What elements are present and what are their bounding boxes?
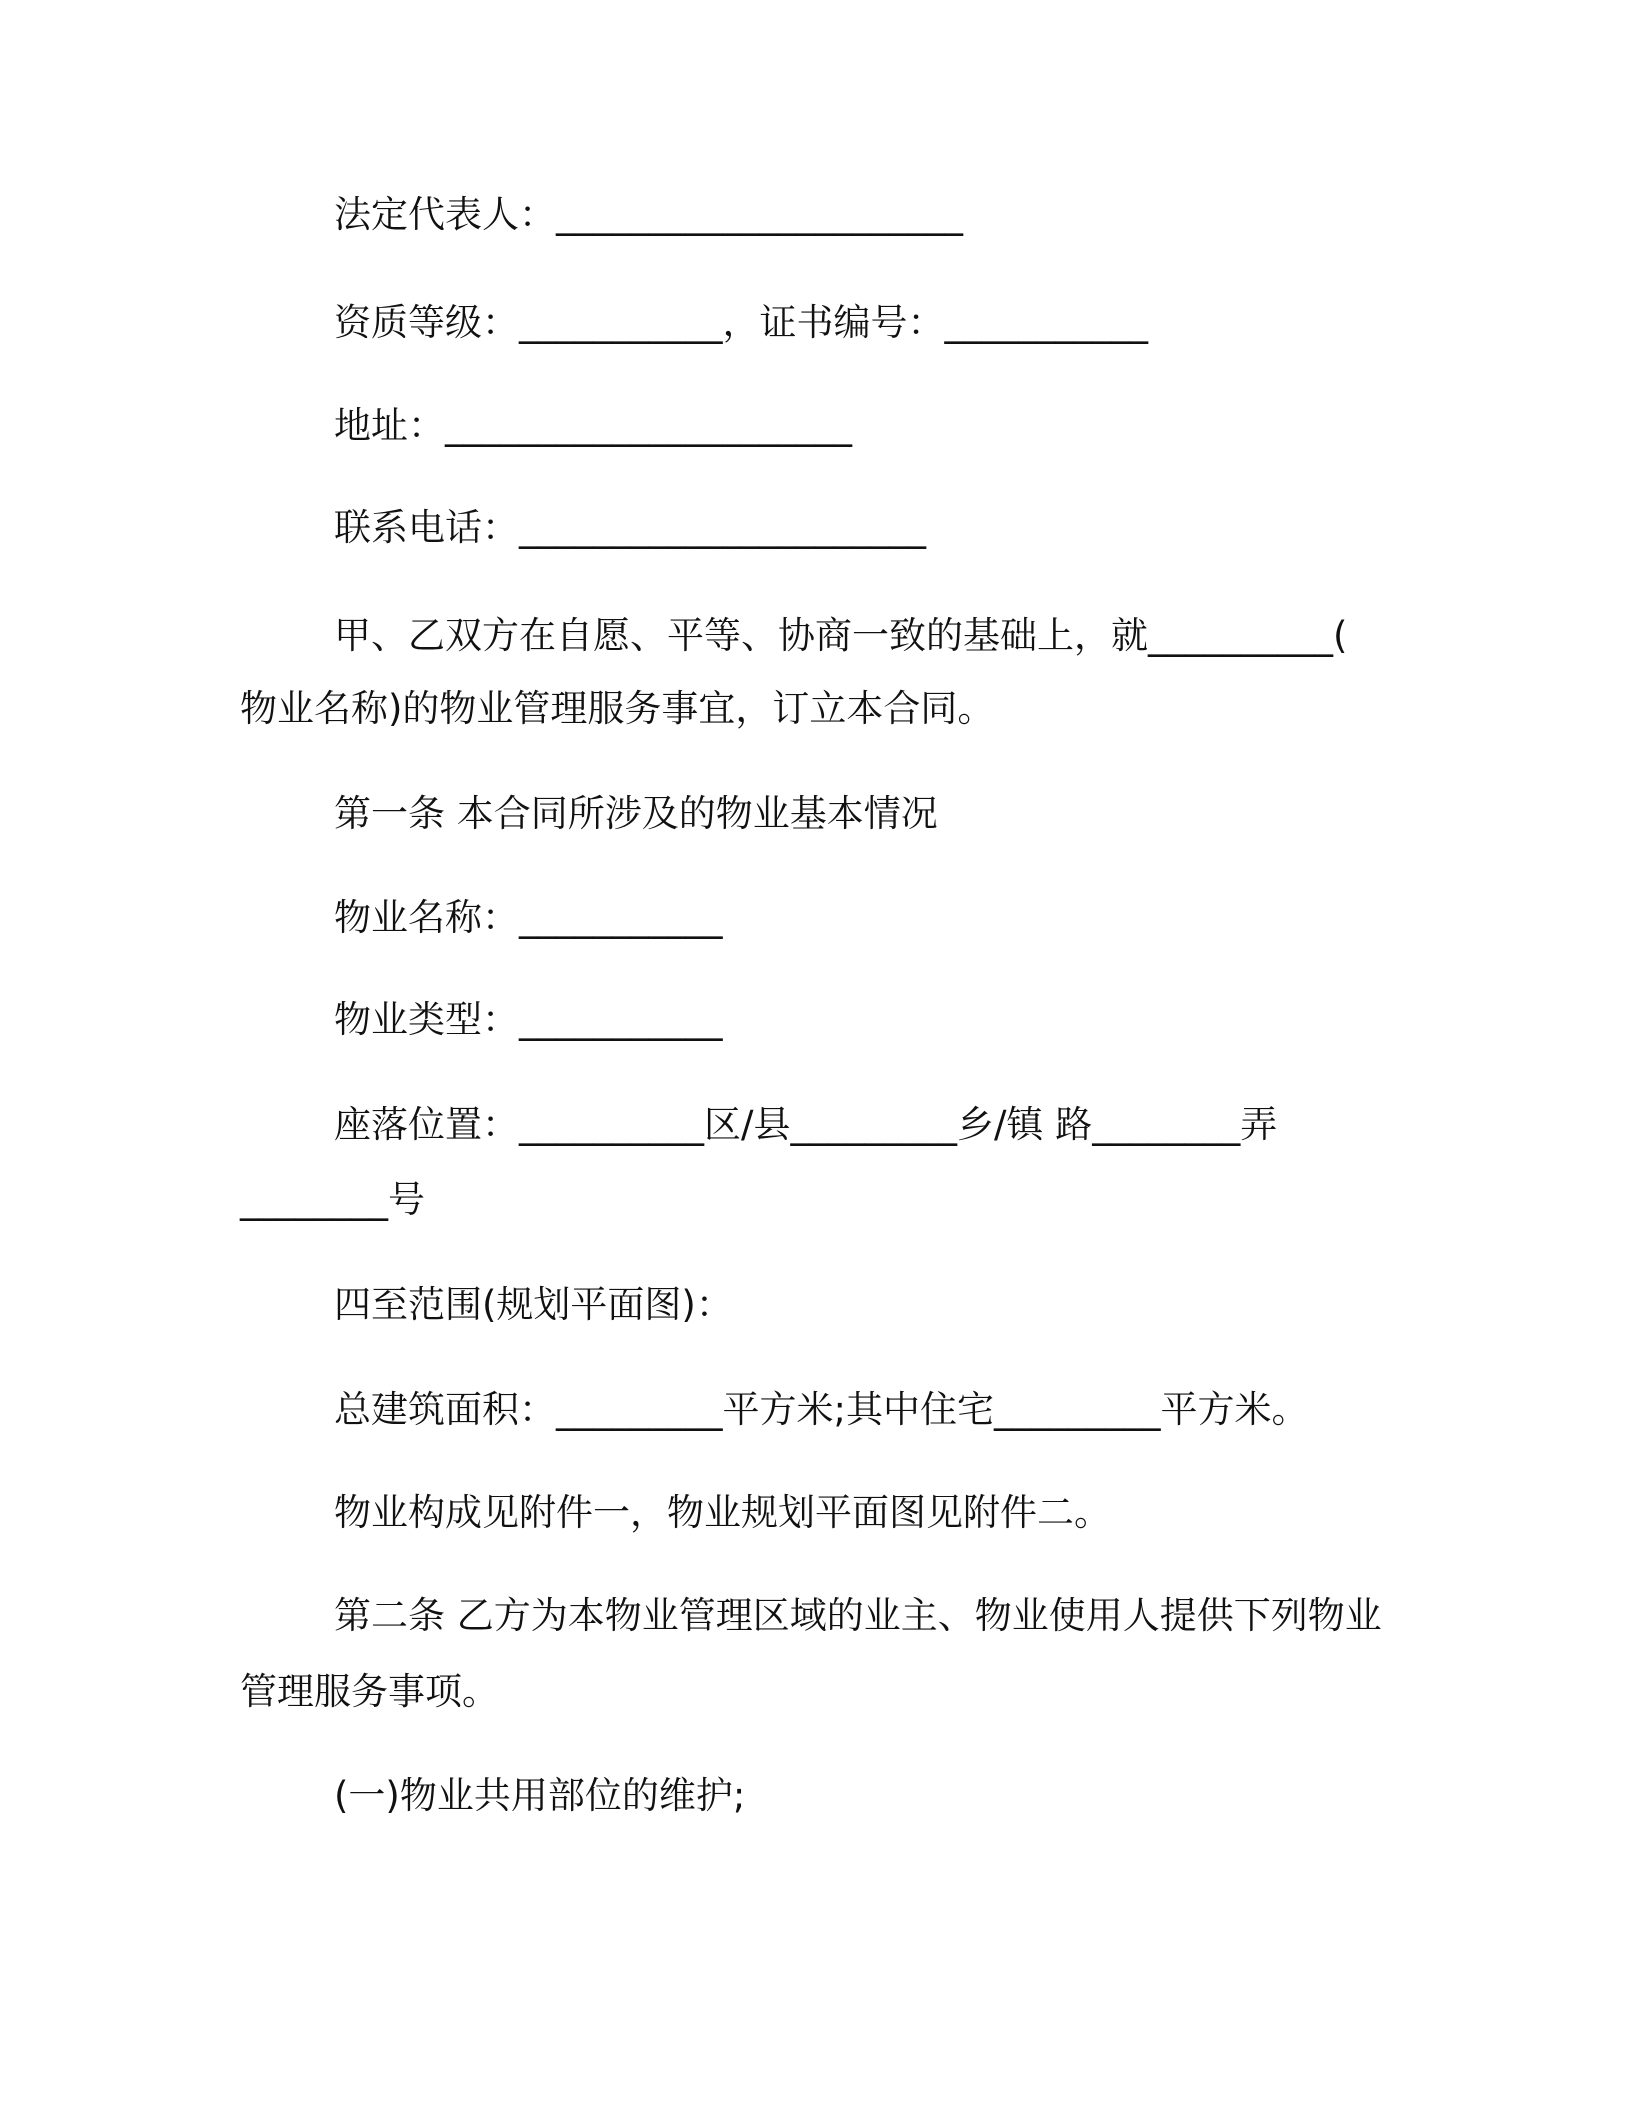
article-2-line-1: 第二条 乙方为本物业管理区域的业主、物业使用人提供下列物业 [334,1594,1382,1637]
boundary-scope-field: 四至范围(规划平面图)： [334,1283,733,1326]
floor-area-field: 总建筑面积：_________平方米;其中住宅_________平方米。 [334,1388,1309,1431]
property-type-field: 物业类型：___________ [334,998,723,1041]
legal-representative-field: 法定代表人：______________________ [334,193,963,236]
property-name-field: 物业名称：___________ [334,896,723,939]
article-1-heading: 第一条 本合同所涉及的物业基本情况 [334,792,938,835]
property-composition-note: 物业构成见附件一，物业规划平面图见附件二。 [334,1491,1111,1534]
preamble-line-1: 甲、乙双方在自愿、平等、协商一致的基础上，就__________( [334,614,1348,657]
service-item-1: (一)物业共用部位的维护; [334,1774,746,1817]
preamble-line-2: 物业名称)的物业管理服务事宜，订立本合同。 [240,687,995,730]
location-field-line-1: 座落位置：__________区/县_________乡/镇 路________弄 [334,1103,1278,1146]
location-field-line-2: ________号 [240,1178,425,1221]
qualification-certificate-field: 资质等级：___________，证书编号：___________ [334,301,1148,344]
address-field: 地址：______________________ [334,404,852,447]
phone-field: 联系电话：______________________ [334,506,926,549]
article-2-line-2: 管理服务事项。 [240,1670,499,1713]
